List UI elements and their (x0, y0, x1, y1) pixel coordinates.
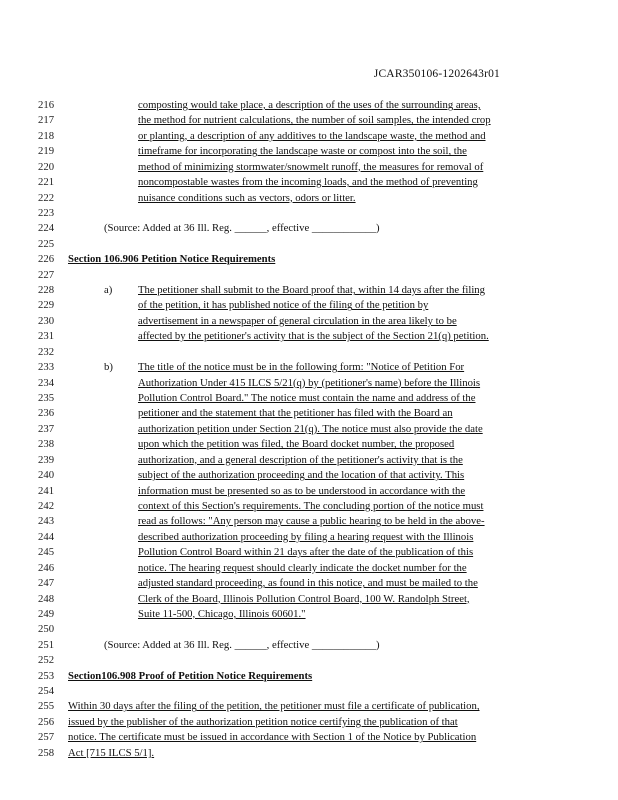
line-number: 218 (38, 129, 55, 142)
document-line (0, 622, 618, 637)
line-number: 252 (38, 654, 55, 667)
document-line (0, 561, 618, 576)
line-text: a) (104, 284, 113, 297)
line-text: notice. The hearing request should clearly indicate the docket number for the (138, 561, 467, 574)
line-number: 223 (38, 206, 55, 219)
line-number: 247 (38, 577, 55, 590)
line-text: noncompostable wastes from the incoming loads, and the method of preventing (138, 176, 478, 189)
line-number: 253 (38, 669, 55, 682)
document-line (0, 653, 618, 668)
document-line (0, 530, 618, 545)
line-number: 239 (38, 453, 55, 466)
line-text: (Source: Added at 36 Ill. Reg. ______, effective ____________) (104, 638, 380, 651)
line-number: 217 (38, 114, 55, 127)
document-line (0, 545, 618, 560)
line-text: petitioner and the statement that the petitioner has filed with the Board an (138, 407, 453, 420)
document-line (0, 175, 618, 190)
line-text: information must be presented so as to be understood in accordance with the (138, 484, 466, 497)
line-text: Pollution Control Board within 21 days after the date of the publication of this (138, 546, 474, 559)
line-number: 237 (38, 422, 55, 435)
line-number: 224 (38, 222, 55, 235)
line-text: authorization, and a general description of the petitioner's activity that is the (138, 453, 463, 466)
line-number: 231 (38, 330, 55, 343)
line-number: 228 (38, 284, 55, 297)
document-line (0, 206, 618, 221)
document-line (0, 746, 618, 761)
document-line (0, 422, 618, 437)
document-line (0, 329, 618, 344)
document-line (0, 252, 618, 267)
line-number: 220 (38, 160, 55, 173)
line-text: b) (104, 361, 113, 374)
line-number: 235 (38, 392, 55, 405)
document-line (0, 345, 618, 360)
document-line (0, 437, 618, 452)
document-line (0, 607, 618, 622)
line-number: 244 (38, 530, 55, 543)
section-heading: Section106.908 Proof of Petition Notice Requirements (68, 669, 313, 682)
line-number: 216 (38, 99, 55, 111)
line-text: notice. The certificate must be issued in accordance with Section 1 of the Notice by Publication (68, 731, 477, 744)
document-line (0, 699, 618, 714)
line-number: 238 (38, 438, 55, 451)
document-line (0, 314, 618, 329)
line-text: context of this Section's requirements. The concluding portion of the notice must (138, 499, 484, 512)
line-text: issued by the publisher of the authorization petition notice certifying the publication of that (68, 715, 458, 728)
line-number: 251 (38, 638, 55, 651)
line-number: 227 (38, 268, 55, 281)
line-number: 250 (38, 623, 55, 636)
line-text: method of minimizing stormwater/snowmelt runoff, the measures for removal of (138, 160, 484, 173)
document-line (0, 191, 618, 206)
document-line (0, 514, 618, 529)
line-text: Clerk of the Board, Illinois Pollution Control Board, 100 W. Randolph Street, (138, 592, 470, 605)
line-number: 229 (38, 299, 55, 312)
line-number: 246 (38, 561, 55, 574)
line-text: affected by the petitioner's activity that is the subject of the Section 21(q) petition. (138, 330, 489, 343)
line-text: The title of the notice must be in the following form: "Notice of Petition For (138, 361, 465, 374)
line-number: 233 (38, 361, 55, 374)
line-number: 225 (38, 237, 55, 250)
line-number: 236 (38, 407, 55, 420)
line-number: 221 (38, 176, 55, 189)
line-number: 240 (38, 469, 55, 482)
line-number: 232 (38, 345, 55, 358)
document-body (0, 98, 618, 761)
line-number: 255 (38, 700, 55, 713)
line-number: 234 (38, 376, 55, 389)
document-line (0, 98, 618, 113)
document-line (0, 684, 618, 699)
line-text: Authorization Under 415 ILCS 5/21(q) by (petitioner's name) before the Illinois (138, 376, 481, 389)
document-line (0, 113, 618, 128)
line-text: Suite 11-500, Chicago, Illinois 60601." (138, 607, 306, 620)
line-text: (Source: Added at 36 Ill. Reg. ______, effective ____________) (104, 222, 380, 235)
document-line (0, 638, 618, 653)
document-line (0, 499, 618, 514)
document-line (0, 391, 618, 406)
line-number: 258 (38, 746, 55, 759)
line-number: 219 (38, 145, 55, 158)
line-number: 254 (38, 685, 55, 698)
line-text: of the petition, it has published notice of the filing of the petition by (138, 299, 429, 312)
line-number: 243 (38, 515, 55, 528)
line-number: 257 (38, 731, 55, 744)
document-line (0, 237, 618, 252)
document-line (0, 406, 618, 421)
document-line (0, 453, 618, 468)
document-line (0, 360, 618, 375)
line-text: timeframe for incorporating the landscape waste or compost into the soil, the (138, 145, 467, 158)
line-text: adjusted standard proceeding, as found in this notice, and must be mailed to the (138, 577, 478, 590)
line-text: advertisement in a newspaper of general circulation in the area likely to be (138, 314, 457, 327)
document-line (0, 730, 618, 745)
document-line (0, 283, 618, 298)
document-line (0, 376, 618, 391)
line-text: composting would take place, a description of the uses of the surrounding areas, (138, 99, 481, 111)
line-number: 242 (38, 499, 55, 512)
line-text: subject of the authorization proceeding and the location of that activity. This (138, 469, 465, 482)
line-number: 248 (38, 592, 55, 605)
line-text: Act [715 ILCS 5/1]. (68, 746, 155, 759)
document-line (0, 484, 618, 499)
line-text: or planting, a description of any additives to the landscape waste, the method and (138, 129, 486, 142)
line-text: The petitioner shall submit to the Board proof that, within 14 days after the filing (138, 284, 485, 297)
line-text: Within 30 days after the filing of the petition, the petitioner must file a certificate of publication, (68, 700, 480, 713)
line-text: authorization petition under Section 21(q). The notice must also provide the date (138, 422, 483, 435)
document-line (0, 669, 618, 684)
document-line (0, 129, 618, 144)
line-text: nuisance conditions such as vectors, odors or litter. (138, 191, 356, 204)
document-line (0, 592, 618, 607)
line-number: 222 (38, 191, 55, 204)
line-text: described authorization proceeding by filing a hearing request with the Illinois (138, 530, 474, 543)
document-line (0, 468, 618, 483)
line-text: read as follows: "Any person may cause a public hearing to be held in the above- (138, 515, 485, 528)
document-line (0, 715, 618, 730)
line-text: the method for nutrient calculations, the number of soil samples, the intended crop (138, 114, 491, 127)
line-number: 226 (38, 253, 55, 266)
document-line (0, 576, 618, 591)
line-text: Pollution Control Board." The notice must contain the name and address of the (138, 392, 476, 405)
line-text: upon which the petition was filed, the Board docket number, the proposed (138, 438, 455, 451)
document-id: JCAR350106-1202643r01 (373, 68, 500, 80)
line-number: 241 (38, 484, 55, 497)
document-line (0, 144, 618, 159)
line-number: 230 (38, 314, 55, 327)
document-line (0, 221, 618, 236)
line-number: 249 (38, 607, 55, 620)
document-line (0, 298, 618, 313)
document-line (0, 268, 618, 283)
section-heading: Section 106.906 Petition Notice Requirements (68, 253, 276, 266)
document-line (0, 160, 618, 175)
line-number: 245 (38, 546, 55, 559)
line-number: 256 (38, 715, 55, 728)
